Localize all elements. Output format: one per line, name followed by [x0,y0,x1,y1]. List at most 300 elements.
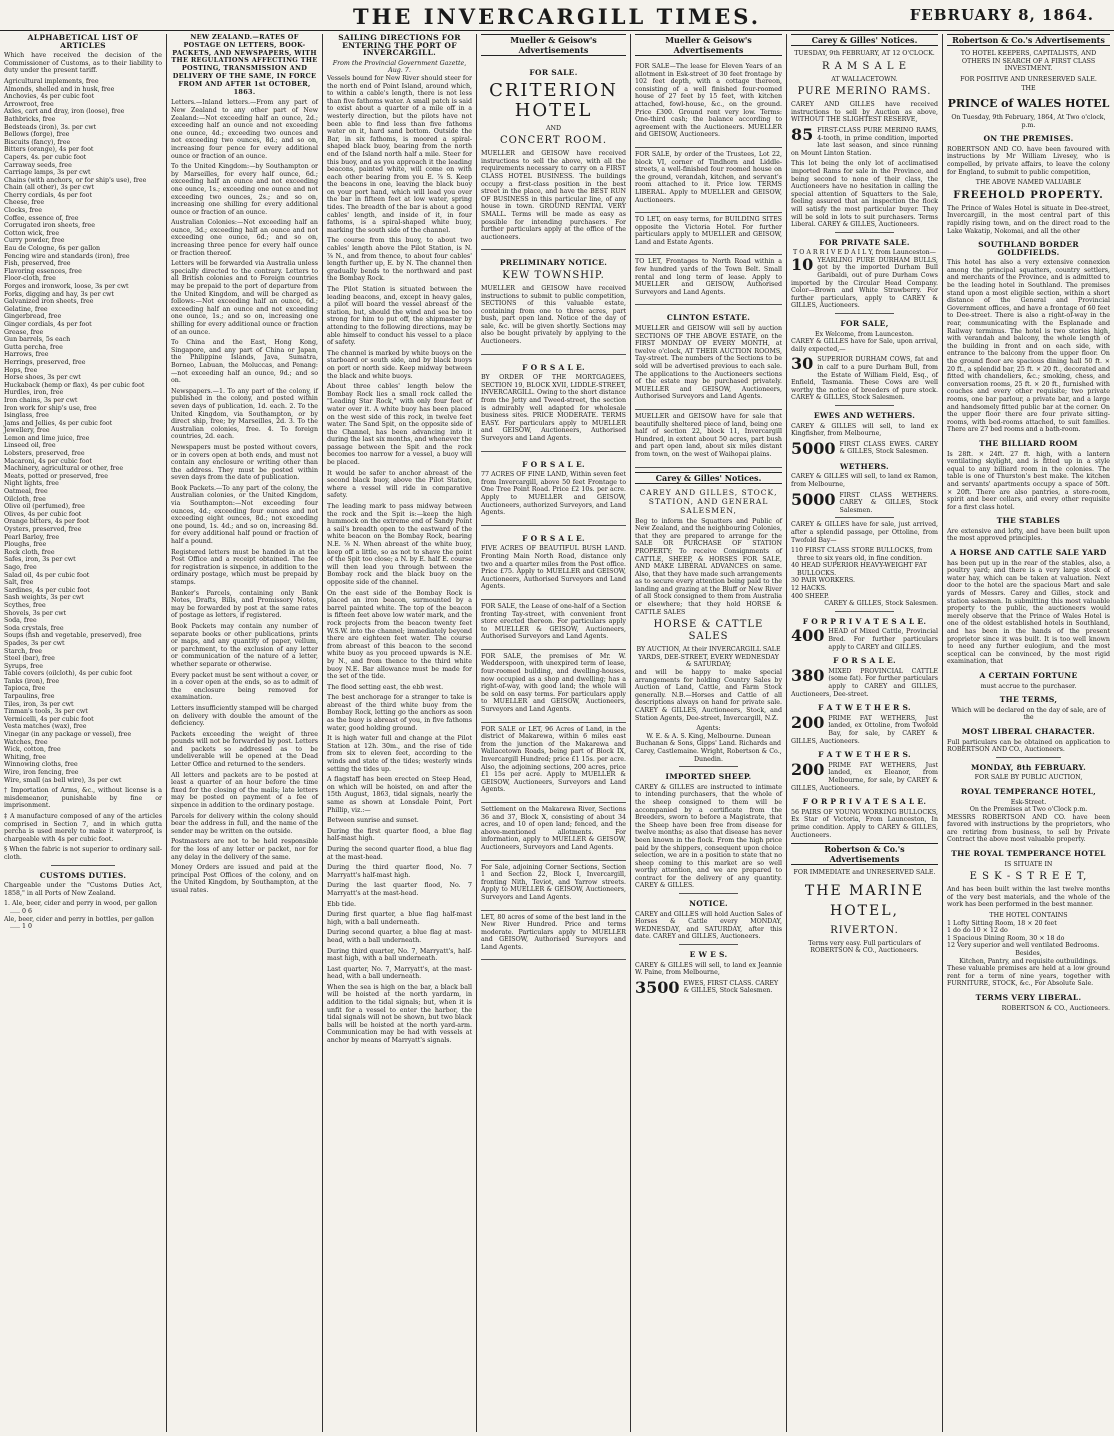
tariff-item: Fish, preserved, free [4,260,71,268]
tariff-item: Anchovies, 4s per cubic foot [4,93,95,101]
prince-of-wales-title: PRINCE of WALES HOTEL [947,96,1110,110]
tariff-item: Forges and ironwork, loose, 3s per cwt [4,283,129,290]
tariff-item: Whiting, free [4,753,46,761]
prince-date: On Tuesday, 9th February, 1864, At Two o'clock, p.m. [951,113,1106,129]
advertisement [635,148,782,213]
ad-label: F O R S A L E. [522,533,585,543]
postage-paragraph: Registered letters must be handed in at the Post Office and a receipt obtained. The fee for registration is sixpence, in addition to the ordinary postage, which must be prepaid by stamps. [171,548,318,586]
cows-text: SUPERIOR DURHAM COWS, fat and in calf to a pure Durham Bull, from the Estate of William Field, Esq., of Enfield, Tasmania. These Cows are well worthy the notice of breeders of pure stock. CAREY & GILLES, Stock Salesmen. [791,356,938,402]
sailing-paragraph: During the last quarter flood, No. 7 Marryatt's at the mast-head. [327,882,472,897]
tariff-item: Lobsters, preserved, free [4,450,85,458]
tariff-item: Tarpaulins, free [4,693,55,701]
customs-row: 1. Ale, beer, cider and perry in wood, per gallon ..... 0 6 [4,900,158,915]
yard-title: A HORSE AND CATTLE SALE YARD [950,548,1107,558]
ad-body: FIVE ACRES OF BEAUTIFUL BUSH LAND. Fronting Main North Road, distance only two and a quarter miles from the Post office. Price £75. Apply to MUELLER and GEISOW, Auctioneers, Authorised Surveyors and Land Agents. [481,545,626,591]
ad-label: FOR SALE. [529,68,578,77]
tariff-note: § When the fabric is not superior to ordinary sail-cloth. [4,846,162,861]
tariff-item: Floor-cloth, free [4,275,56,283]
sailing-paragraph: It is high water full and change at the Pilot Station at 12h. 30m., and the rise of tide from six to eleven feet, according to the winds and state of the tides; westerly winds setting the tides up. [327,735,472,773]
tariff-item: Almonds, shelled and in husk, free [4,85,115,93]
fat1-title: F A T W E T H E R S. [818,703,911,713]
ewes-body: CAREY & GILLES will sell, to land ex Jeannie W. Paine, from Melbourne, [635,961,782,977]
tariff-item: Coffee, essence of, free [4,214,79,222]
marine-place: RIVERTON. [830,924,899,936]
tariff-item: Iron chains, 3s per cwt [4,396,78,404]
sailing-paragraph: The best anchorage for a stranger to take is abreast of the third white buoy from the Bombay Rock, letting go the anchors as soon as the buoy is abreast of you, in five fathoms water, good holding ground. [327,694,472,732]
besides-body: Kitchen, Pantry, and requisite outbuildings. [959,957,1098,965]
notice-body: CAREY and GILLES will hold Auction Sales of Horses & Cattle every MONDAY, WEDNESDAY, and SATURDAY, after this date. CAREY and GILLES, Auctioneers. [635,910,782,941]
advertisement [481,803,626,861]
billiard-body: Is 28ft. × 24ft. 27 ft. high, with a lantern ventilating skylight, and is fitted up in a style equal to any billiard room in the colonies. The table is one of Thurston's best make. The kitchen and servants' apartments occupy a space of 50ft. × 20ft. There are also pantries, a store-room, spirit and beer cellars, and every other requisite for a first class hotel. [947,450,1110,511]
wethers-title: WETHERS. [840,461,889,471]
marine-body: Terms very easy. Full particulars of ROBERTSON & CO., Auctioneers. [808,939,921,955]
stock-item: 110 FIRST CLASS STORE BULLOCKS, from three to six years old, in fine condition. [791,547,933,562]
tariff-item: Spades, 3s per cwt [4,639,65,647]
column-carey [787,34,942,1432]
tariff-item: Eau de Cologne, 6s per gallon [4,245,101,253]
tariff-item: Salt, free [4,579,34,587]
mixed-number: 380 [791,665,825,685]
postage-paragraph: Book Packets may contain any number of separate books or other publications, prints or maps, and any quantity of paper, vellum, or parchment, to the exclusion of any letter or communication of the nature of a letter, whether separate or otherwise. [171,622,318,668]
ad-body: FOR SALE, the Lease of one-half of a Section fronting Tay-street, with convenient front store erected thereon. For particulars apply to MUELLER & GEISOW, Auctioneers, Authorised Surveyors and Land Agents. [481,602,626,641]
sailing-paragraph: The Pilot Station is situated between the leading beacons, and, except in heavy gales, a pilot will board the vessel abreast of the station, but, should the wind and sea be too strong for him to put off, the shipmaster by attending to the following directions, may be able himself to conduct his vessel to a place of safety. [327,286,472,347]
rth2-street: E S K - S T R E E T, [969,871,1088,883]
clinton-body: MUELLER and GEISOW will sell by auction SECTIONS OF THE ABOVE ESTATE, on the FIRST MONDAY OF EVERY MONTH, at twelve o'clock, AT THEIR AUCTION ROOMS, Tay-street. The numbers of the Sections to be sold will be advertised previous to each sale. The applications to the Auctioneers sections of the estate may be purchased privately. MUELLER and GEISOW, Auctioneers, Authorised Surveyors and Land Agents. [635,325,782,401]
column-mueller-1 [477,34,630,1432]
tariff-item: Galvanized iron sheets, free [4,298,94,306]
stables-title: THE STABLES [996,516,1061,526]
tariff-item: Soda, free [4,617,37,625]
terms-end: TERMS VERY LIBERAL. [975,992,1082,1002]
rth2-sub: IS SITUATE IN [1004,860,1053,868]
ad-body: 77 ACRES OF FINE LAND, Within seven feet from Invercargill, above 50 feet Frontage to One Tree Point Road. Price £2 10s. per acre. Apply to MUELLER and GEISOW, Auctioneers, authorized Surveyors, and Land Agents. [481,471,626,517]
auction-line: BY AUCTION, At their INVERCARGILL SALE YARDS, DEE-STREET, EVERY WEDNESDAY & SATURDAY; [636,646,781,669]
tariff-item: Iron work for ship's use, free [4,404,97,412]
tariff-item: Capers, 4s. per cubic foot [4,153,87,161]
tariff-item: Grease, free [4,328,44,336]
tariff-item: Shovels, 3s per cwt [4,609,67,617]
tariff-item: Tiles, iron, 3s per cwt [4,700,74,708]
sailing-paragraph: The course from this buoy, to about two cables' length above the Pilot Station, is N. ⅞ N., and from thence, to about four cables' length further up, E. by N. The channel then gradually bends to the northward and past the Bombay Rock. [327,237,472,283]
tariff-item: Harrows, free [4,351,49,359]
ad-and: AND [545,124,562,132]
tariff-list [4,78,162,784]
ottoline-text: CAREY & GILLES have for sale, just arrived, after a splendid passage, per Ottoline, from Twofold Bay— [791,521,938,544]
tariff-intro: Which have received the decision of the Commissioner of Customs, as to their liability to duty under the present tariff. [4,52,162,75]
ram-body: CAREY AND GILLES have received instructions to sell by Auction as above, WITHOUT THE SLIGHTEST RESERVE, [791,101,938,124]
fat1-text: PRIME FAT WETHERS, Just landed, ex Ottoline, from Twofold Bay, for sale, by CAREY & GILLES, Auctioneers. [791,714,938,745]
sailing-paragraph: Between sunrise and sunset. [327,817,419,825]
tariff-item: Curry powder, free [4,237,65,245]
advertisement [481,861,626,911]
fat2-title: F A T W E T H E R S. [818,750,911,760]
tariff-item: Bathbricks, free [4,115,56,123]
sailing-text [327,75,472,1045]
tariff-item: Bedsteads (iron), 3s. per cwt [4,123,97,131]
customs-heading: CUSTOMS DUTIES. [39,870,127,880]
premises-title: ON THE PREMISES. [983,134,1074,144]
postage-paragraph: All letters and packets are to be posted at least a quarter of an hour before the time fixed for the closing of the mails; late letters may be posted on payment of a fee of sixpence in addition to the ordinary postage. [171,771,318,810]
sailing-paragraph: During first quarter, a blue flag half-mast high, with a ball underneath. [327,911,472,926]
advertisement [481,911,626,961]
ad-title: CRITERION HOTEL [489,79,618,121]
ad-body: MUELLER and GEISOW have received instructions to sell the above, with all the requirements necessary to carry on a FIRST CLASS HOTEL BUSINESS. The buildings occupy a first-class position in the best street in the place, and have the BEST RUN OF BUSINESS in this particular line, of any house in town. GROUND RENTAL VERY SMALL. Terms will be made as easy as possible for intending purchasers. For further particulars apply at the office of the auctioneers. [481,150,626,241]
customs-text: Chargeable under the "Customs Duties Act, 1858," in all Ports of New Zealand. [4,882,162,897]
room-item: 1 do do 10 × 12 do [947,927,1008,935]
ewes-tail: FIRST CLASS EWES. CAREY & GILLES, Stock Salesmen. [839,440,938,456]
tariff-item: Isinglass, free [4,412,49,420]
prince-body-1: ROBERTSON AND CO. have been favoured with instructions by Mr William Livesey, who is compelled, by private affairs, to leave the colony for England, to submit to public competition, [947,145,1110,176]
postage-paragraph: Parcels for delivery within the colony should bear the address in full, and the name of the sender may be written on the outside. [171,812,318,835]
tariff-item: Jams and Jellies, 4s per cubic foot [4,419,113,427]
tariff-item: Ginger cordials, 4s per foot [4,320,92,328]
customs-row: Ale, beer, cider and perry in bottles, per gallon ..... 1 0 [4,915,154,931]
tariff-item: Steel (bar), free [4,655,55,663]
advertisement [481,250,626,354]
tariff-item: Clocks, free [4,207,42,215]
tariff-item: Soda crystals, free [4,624,64,632]
ad-label: F O R S A L E. [522,362,585,372]
auction-body: and will be happy to make special arrangements for holding Country Sales by Auction of Land, Cattle, and Farm Stock generally. N.B.—Horses and Cattle of all descriptions always on hand for private sale. CAREY & GILLES, Auctioneers, Stock, and Station Agents, Dee-street, Invercargill, N.Z. [635,669,782,722]
tariff-item: Linseed oil, free [4,442,56,450]
tariff-item: Carraway seeds, free [4,161,72,169]
wethers-text: CAREY & GILLES will sell, to land ex Ramon, from Melbourne, [791,473,938,488]
tariff-item: Herrings, preserved, free [4,358,86,366]
tariff-item: Vesta matches (wax), free [4,723,87,731]
tariff-item: Winnowing cloths, free [4,761,78,769]
ottoline-tail: CAREY & GILLES, Stock Salesmen. [824,600,938,608]
marine-hotel-title: THE MARINE HOTEL, [804,882,925,919]
advertisement [481,452,626,526]
tariff-item: Corrugated iron sheets, free [4,222,95,230]
tariff-item: Flavoring essences, free [4,267,82,275]
rth-street: Esk-Street. [1010,798,1047,806]
postage-paragraph: Letters insufficiently stamped will be charged on delivery with double the amount of the deficiency. [171,704,318,728]
sale3-title: F O R S A L E. [833,656,896,666]
ram-sale-title: R A M S A L E [821,60,908,72]
bulls-number: 10 [791,254,814,274]
divider [679,944,738,945]
ad-body: BY ORDER OF THE MORTGAGEES, SECTION 19, BLOCK XVII, LIDDLE-STREET, INVERCARGILL. Owing to the short distance from the Jetty and Tweed-street, the section is admirably well adapted for wholesale business sites. PRICE MODERATE. TERMS EASY. For particulars apply to MUELLER and GEISOW, Auctioneers, Authorised Surveyors and Land Agents. [481,374,626,442]
tariff-item: Gelatine, free [4,305,48,313]
sailing-paragraph: On the east side of the Bombay Rock is placed an iron beacon, surmounted by a barrel painted white. The top of the beacon is fifteen feet above low water mark, and the rock projects from the beacon twenty feet W.S.W. into the channel; immediately beyond there are eighteen feet water. The course from abreast of this beacon to the second white buoy as you proceed upwards is N.E. by N., and from thence to the third white buoy N.E. Bar allowance must be made for the set of the tide. [327,589,472,681]
fortune-title: A CERTAIN FORTUNE [979,670,1078,680]
tariff-item: Olive oil (perfumed), free [4,503,85,511]
tariff-item: Biscuits (fancy), free [4,138,71,146]
monday-title: MONDAY, 8th FEBRUARY. [970,762,1087,772]
customs-rows [4,900,162,930]
tariff-item: Horse shoes, 3s per cwt [4,374,81,382]
robertson-heading: Robertson & Co.'s Advertisements [791,843,938,865]
robertson-intro: TO HOTEL KEEPERS, CAPITALISTS, AND OTHERS IN SEARCH OF A FIRST CLASS INVESTMENT. [960,50,1097,73]
tariff-item: Macaroni, 4s per cubic foot [4,457,92,465]
rth-title: ROYAL TEMPERANCE HOTEL, [960,786,1097,796]
ram-tail: This lot being the only lot of acclimatised imported Rams for sale in the Province, and being second to none of their class, the Auctioneers have no hesitation in calling the special attention of Squatters to the Sale, feeling assured that an inspection the flock will satisfy the most particular buyer. They will be sold in lots to suit purchasers. Terms Liberal. CAREY & GILLES, Auctioneers. [791,160,938,229]
sailing-paragraph: During second quarter, a blue flag at mast-head, with a ball underneath. [327,929,472,944]
ewes-title: E W E S. [689,950,728,960]
tariff-item: Oysters, preserved, free [4,526,82,533]
divider [835,405,894,406]
postage-paragraph: Money Orders are issued and paid at the principal Post Offices of the colony, and on the United Kingdom, by Southampton, at the usual rates. [171,864,318,894]
ram-number-text: FIRST-CLASS PURE MERINO RAMS, 4-tooth, in prime condition, imported late last season, and since running on Mount Linton Station. [791,126,938,157]
postage-paragraph: Packets exceeding the weight of three pounds will not be forwarded by post. Letters and packets so addressed as to be undeliverable will be opened at the Dead Letter Office and returned to the senders. [171,730,318,769]
stables-body: Are extensive and lofty, and have been built upon the most approved principles. [947,527,1110,543]
ad-body: FOR SALE, by order of the Trustees, Lot 22, block VI, corner of Tindhorn and Liddle-streets, a well-finished four roomed house on the ground, verandah, kitchen, and servant's room attached to it. Price low. TERMS LIBERAL. Apply to MUELLER and GEISOW, Auctioneers. [635,150,782,204]
carey-notices-heading: Carey & Gilles' Notices. [791,34,938,46]
ad-subtitle: KEW TOWNSHIP. [502,269,605,281]
room-item: 12 Very superior and well ventilated Bedrooms. [947,942,1100,950]
tariff-item: Gun barrels, 5s each [4,336,71,344]
carey-intro: Beg to inform the Squatters and Public of New Zealand, and the neighbouring Colonies, that they are prepared to arrange for the SALE OR PURCHASE OF STATION PROPERTY; To receive Consignments of CATTLE, SHEEP, & HORSES FOR SALE, AND MAKE LIBERAL ADVANCES on same. Also, that they have made such arrangements as to secure every attention being paid to the landing and grazing at the Bluff or New River of all Stock consigned to them from Australia or elsewhere; that they hold HORSE & CATTLE SALES [635,517,782,616]
terms-body: Which will be declared on the day of sale, are of the [951,706,1106,722]
tariff-item: Machinery, agricultural or other, free [4,465,124,473]
tariff-notes [4,787,162,861]
room-item: 1 Lofty Sitting Room, 18 × 20 feet [947,919,1057,927]
tariff-item: Wire, small (as bell wire), 3s per cwt [4,776,122,784]
sailing-paragraph: The channel is marked by white buoys on the starboard or south side, and by black buoys on port or north side. Keep midway between the black and white buoys. [327,349,472,380]
postage-paragraph: Australian Colonies:—Not exceeding half an ounce, 3d.; exceeding half an ounce and not exceeding one ounce, 6d.; and so on, increasing three pence for every half ounce or fraction thereof. [171,219,318,257]
besides-label: Besides, [1015,950,1042,957]
fortune-tail: must accrue to the purchaser. [980,682,1077,690]
ad-body: Settlement on the Makarewa River, Sections 36 and 37, Block X, consisting of about 34 acres, and 10 of open land; fenced, and the above-mentioned allotments. For information, apply to MUELLER & GEISOW, Auctioneers, Surveyors and Land Agents. [481,805,626,851]
tariff-item: Jewellery, free [4,427,50,435]
wethers-number: 5000 [791,489,836,509]
private3-text: 56 PAIRS OF YOUNG WORKING BULLOCKS, Ex Star of Victoria, From Launceston, In prime condition. Apply to CAREY & GILLES, Auctioneers. [791,808,938,839]
advertisement [635,255,782,305]
tariff-item: Sago, free [4,563,37,571]
postage-paragraph: To the United Kingdom:—by Southampton or by Marseilles, for every half ounce, 6d.; exceeding half an ounce and not exceeding one ounce, 1s.; exceeding one ounce and not exceeding two ounces, 2s.; and so on, increasing one shilling for every additional ounce or fraction of an ounce. [171,163,318,216]
arrive-title: T O A R R I V E D A I L Y, from Launceston— [793,249,936,257]
tariff-item: Wick, cotton, free [4,746,61,754]
divider [679,893,738,894]
masthead [0,0,1114,31]
postage-paragraph: To China and the East, Hong Kong, Singapore, and any part of China or Japan, the Philippine Islands, Java, Sumatra, Borneo, Labuan, the Moluccas, and Penang:—not exceeding half an ounce, 9d.; and so on. [171,339,318,385]
wethers-tail: FIRST CLASS WETHERS. CAREY & GILLES, Stock Salesmen. [839,491,938,514]
tariff-item: Wire, iron fencing, free [4,769,79,776]
tariff-item: Chains (with anchors, or for ship's use), free [4,176,147,184]
cattle-number: 400 [791,626,825,646]
marine-label: FOR IMMEDIATE and UNRESERVED SALE. [793,869,936,877]
stock-item: 400 SHEEP. [791,592,829,600]
divider [835,611,894,612]
tariff-item: Tinman's tools, 3s per cwt [4,708,88,716]
ad-label: PRELIMINARY NOTICE. [499,258,608,268]
ram-merino-title: PURE MERINO RAMS. [797,86,932,98]
rth2-body: And has been built within the last twelve months of the very best materials, and the whole of the work has been performed in the best manner. [947,886,1110,909]
forsale-text: CAREY & GILLES have for Sale, upon arrival, daily expected,— [791,338,938,353]
rooms-list [947,920,1110,950]
forsale-sub: Ex Welcome, from Launceston. [815,330,914,338]
robertson-sign: ROBERTSON & CO., Auctioneers. [1001,1004,1110,1012]
robertson-label: FOR POSITIVE AND UNRESERVED SALE. [960,75,1097,83]
agents-label: Agents: [696,725,721,733]
mueller-heading-2: Mueller & Geisow's Advertisements [635,34,782,56]
tariff-item: Rock cloth, free [4,548,55,556]
final-text: These valuable premises are held at a low ground rent for a term of nine years, together with FURNITURE, STOCK, &c., For Absolute Sale. [947,965,1110,988]
fat2-number: 200 [791,759,825,779]
postage-paragraph: Book Packets.—To any part of the colony, the Australian colonies, or the United Kingdom, via Southampton:—Not exceeding four ounces, 4d.; exceeding four ounces and not exceeding eight ounces, 8d.; not exceeding one pound, 1s. 4d.; and so on, increasing 8d. for every additional half pound or fraction of half a pound. [171,484,318,546]
tariff-item: Lemon and lime juice, free [4,434,90,442]
ad-body: FOR SALE, the premises of Mr. W. Wedderspoon, with unexpired term of lease, four-roomed building, and dwelling-houses, now occupied as a shop and dwelling; has a right-of-way, with good land; the whole will be sold on easy terms. For particulars apply to MUELLER and GEISOW, Auctioneers, Surveyors and Land Agents. [481,652,626,714]
clinton-estate-ad [635,305,782,410]
postage-paragraph: Letters.—Inland letters.—From any part of New Zealand to any other part of New Zealand:—Not exceeding half an ounce, 2d.; exceeding half an ounce and not exceeding one ounce, 4d.; exceeding two ounces and not exceeding two ounces, 8d.; and so on, increasing four pence for every additional ounce or fraction of an ounce. [171,99,318,160]
land-ad-body: MUELLER and GEISOW have for sale that beautifully sheltered piece of land, being one half of section 22, block 11, Invercargill Hundred, in extent about 50 acres, part bush and part open land, about six miles distant from town, on the west of Waihopai plains. [635,412,782,458]
goldfields-title: SOUTHLAND BORDER GOLDFIELDS. [978,240,1079,257]
ram-place: AT WALLACETOWN. [831,75,898,83]
tariff-item: Soups (fish and vegetable, preserved), free [4,632,142,640]
tariff-item: Oatmeal, free [4,488,48,496]
ad-label: F O R S A L E. [522,459,585,469]
newspaper-title: THE INVERCARGILL TIMES. [352,4,762,29]
tariff-item: Salad oil, 4s per cubic foot [4,571,90,579]
tariff-item: Agricultural implements, free [4,77,99,85]
horse-cattle-title: HORSE & CATTLE SALES [653,619,764,643]
postage-paragraph: Banker's Parcels, containing only Bank Notes, Drafts, Bills, and Promissory Notes, may be forwarded by post at the same rates of postage as letters, if registered. [171,589,318,620]
clinton-title: CLINTON ESTATE. [666,313,751,323]
forsale-title: FOR SALE, [840,319,889,329]
mueller-ads [481,60,626,960]
tariff-item: Sash weights, 3s per cwt [4,594,84,602]
bulls-text: YEARLING PURE DURHAM BULLS, got by the imported Durham Bull Garibaldi, out of pure Durham Cows imported by the Circular Head Company. Color—Brown and White Strawberry. For further particulars, apply to CAREY & GILLES, Auctioneers. [791,256,938,310]
rth-body: MESSRS ROBERTSON AND CO. have been favored with instructions by the proprietors, who are retiring from business, to sell by Private Contract the above most valuable property. [947,813,1110,844]
ewes-text: CAREY & GILLES will sell, to land ex Kingfisher, from Melbourne, [791,422,938,438]
ad-body: LET, 80 acres of some of the best land in the New River Hundred. Price and terms moderate. Particulars apply to MUELLER and GEISOW, Authorised Surveyors and Land Agents. [481,913,626,951]
tariff-item: Tapioca, free [4,685,46,693]
tariff-item: Oilcloth, free [4,495,46,503]
sailing-paragraph: The flood setting east, the ebb west. [327,683,444,691]
sailing-paragraph: The leading mark to pass midway between the rock and the Spit is:—keep the high hummock on the extreme end of Sandy Point a sail's breadth open to the eastward of the white beacon on the Bombay Rock, bearing N.E. ⅞ N. When abreast of the white buoy, keep off a little, so as not to shave the point of the Spit too close; a N. by E. half E. course will then lead you through between the Bombay rock and the black buoy on the opposite side of the channel. [327,503,473,586]
rth-time: On the Premises at Two o'Clock p.m. [969,806,1088,814]
tariff-item: Orange bitters, 4s per foot [4,518,90,526]
billiard-title: THE BILLIARD ROOM [979,438,1078,448]
advertisement [481,526,626,600]
postage-paragraph: Postmasters are not to be held responsible for the loss of any letter or packet, nor for any delay in the delivery of the same. [171,838,318,861]
tariff-item: Ploughs, free [4,541,47,549]
ram-date: TUESDAY, 9th FEBRUARY, AT 12 O'CLOCK. [794,50,935,57]
tariff-item: Watches, free [4,738,48,746]
stock-item: 12 HACKS. [791,585,827,593]
tariff-note: ‡ A manufacture composed of any of the articles comprised in Section 7, and in which gutta percha is used merely to make it waterproof, is chargeable with 4s per cubic foot. [4,812,162,843]
advertisement [481,600,626,650]
carey-intro-title: CAREY AND GILLES, STOCK, STATION, AND GENERAL SALESMEN, [639,487,778,515]
tariff-item: Cotton wick, free [4,229,60,237]
sailing-paragraph: During the first quarter flood, a blue flag half-mast high. [327,827,472,843]
carey-heading: Carey & Gilles' Notices. [635,472,782,484]
stock-item: 30 PAIR WORKERS. [791,577,855,585]
freehold-title: FREEHOLD PROPERTY. [953,189,1104,201]
ad-body: For Sale, adjoining Corner Sections, Section 1 and Section 22, Block I, Invercargill, fronting Nith, Teviot, and Yarrow streets. Apply to MUELLER & GEISOW, Auctioneers, Surveyors and Land Agents. [481,863,626,901]
cows-number: 30 [791,354,814,374]
sailing-paragraph: When the sea is high on the bar, a black ball will be hoisted at the north yardarm, in addition to the tidal signals; but, when it is unfit for a vessel to enter the harbor, the tidal signals will not be shown, but two black balls will be hoisted at the north yard-arm. Communication may be had with vessels at anchor by means of Marryatt's signals. [327,983,472,1045]
advertisement [481,355,626,452]
sailing-paragraph: A flagstaff has been erected on Steep Head, on which will be hoisted, on and after the 15th August, 1863, tidal signals, nearly the same as shown at Lonsdale Point, Port Phillip, viz.:— [327,776,472,814]
tariff-item: Bellows (forge), free [4,131,70,139]
tariff-item: Arrowroot, free [4,100,54,108]
tariff-item: Vinegar (in any package or vessel), free [4,731,132,739]
postage-heading: NEW ZEALAND.—RATES OF POSTAGE ON LETTERS, BOOK-PACKETS, AND NEWSPAPERS, WITH THE REGULATIONS AFFECTING THE POSTING, TRANSMISSION AND DELIVERY OF THE SAME, IN FORCE FROM AND AFTER 1st OCTOBER, 1863. [171,34,318,96]
private2-title: F O R P R I V A T E S A L E. [802,616,927,626]
mueller-heading: Mueller & Geisow's Advertisements [481,34,626,56]
advertisement [635,213,782,255]
postage-paragraph: Letters will be forwarded via Australia unless specially directed to the contrary. Letters to all British colonies and to Foreign countries may be prepaid to the port of departure from the United Kingdom, and will be charged as follows:—Not exceeding half an ounce, 6d.; exceeding half an ounce and not exceeding one ounce, 1s.; and so on, increasing one shilling for every additional ounce or fraction of an ounce. [171,260,318,336]
advertisement [481,650,626,723]
divider [835,313,894,314]
tariff-item: Gutta percha, free [4,343,63,351]
sailing-paragraph: Vessels bound for New River should steer for the north end of Point Island, around which, to within a cable's length, there is not less than five fathoms water. A small patch is said to exist about a quarter of a mile off in a westerly direction, but the pilots have not been able to find less than five fathoms water on it, hard sand bottom. Outside the Bar, in six fathoms, is moored a spiral-shaped black buoy, bearing from the north end of the Island north half a mile. Steer for this buoy, and as you approach it the leading beacons, painted white, will come on with each other bearing from you E. ⅞ S. Keep the beacons in one, leaving the black buoy on your port hand, which will lead you over the bar in fifteen feet at low water, spring tides. The breadth of the bar is about a good cables' length, and inside of it, in four fathoms, is a spiral-shaped white buoy, marking the south side of the channel. [327,74,472,234]
cattle-text: HEAD of Mixed Cattle, Provincial Bred. For further particulars apply to CAREY and GILLES. [828,628,938,651]
ad-subtitle: CONCERT ROOM. [499,135,608,147]
fat1-number: 200 [791,712,825,732]
sailing-source: From the Provincial Government Gazette, Aug. 7. [332,59,467,75]
land-ad [635,410,782,468]
postage-paragraph: Newspapers must be posted without covers, or in covers open at both ends, and must not contain any enclosure or writing other than the address. They must be posted within seven days from the date of publication. [171,443,318,482]
tariff-item: Cherry cordials, 4s per foot [4,191,93,199]
notice-title: NOTICE. [689,899,728,909]
ad-body: FOR SALE or LET, 96 Acres of Land, in the district of Makarewa, within 6 miles east from the junction of the Makarewa and Wallacetown Roads, being part of Block IX, Invercargill Hundred; price £1 15s. per acre. Also, the adjoining sections, 200 acres, price £1 15s per acre. Apply to MUELLER & GEISOW, Auctioneers, Surveyors and Land Agents. [481,725,626,794]
tariff-item: Meats, potted or preserved, free [4,472,108,480]
tariff-note: † Importation of Arms, &c., without license is a misdemeanor, punishable by fine or imprisonment. [4,787,162,810]
ad-body: FOR SALE—The lease for Eleven Years of an allotment in Esk-street of 30 feet frontage by 102 feet depth, with a cottage thereon, consisting of a well finished four-roomed house of 27 feet by 15 feet, with kitchen attached, fowl-house, &c., on the ground. Price £300. Ground rent very low. Terms: One-third cash; the balance according to agreement with the Auctioneers. MUELLER and GEISOW, Auctioneers. [635,63,782,139]
tariff-item: Table covers (oilcloth), 4s per cubic foot [4,670,133,678]
tariff-item: Pearl Barley, free [4,533,60,541]
prince-body-2: The Prince of Wales Hotel is situate in Dee-street, Invercargill, in the most central part of this rapidly rising town, and on the direct road to the Lake Wakatip, Nokomai, and all the other [947,204,1110,235]
ewes-tail: EWES, FIRST CLASS. CAREY & GILLES, Stock Salesmen. [683,979,779,995]
imported-title: IMPORTED SHEEP. [665,772,752,782]
tariff-item: Night lights, free [4,480,59,488]
divider [835,517,894,518]
tariff-item: Fencing wire and standards (iron), free [4,252,130,260]
sailing-paragraph: During the third quarter flood, No. 7 Marryatt's half-mast high. [327,864,472,879]
ram-number: 85 [791,124,814,144]
stock-item: 40 HEAD SUPERIOR HEAVY-WEIGHT FAT BULLOCKS. [791,562,927,577]
room-item: 1 Spacious Dining Room, 30 × 18 do [947,934,1065,942]
ad-body: TO LET, Frontages to North Road within a few hundred yards of the Town Belt. Small rental and long term of lease. Apply to MUELLER and GEISOW, Authorised Surveyors and Land Agents. [635,258,782,296]
sailing-paragraph: During the second quarter flood, a blue flag at the mast-head. [327,845,472,861]
postage-text [171,99,318,894]
advertisement [481,60,626,250]
tariff-item: Sardines, 4s per cubic foot [4,586,90,594]
tariff-item: Carriage lamps, 3s per cwt [4,169,91,177]
rth2-title: THE ROYAL TEMPERANCE HOTEL [951,849,1106,859]
sailing-paragraph: It would be safer to anchor abreast of the second black buoy, above the Pilot Station, where a vessel will ride in comparative safety. [327,469,472,500]
mueller-ads-2 [635,60,782,305]
issue-date: FEBRUARY 8, 1864. [909,6,1094,24]
agents-list: W. E. & A. S. King, Melbourne. Dunean Buchanan & Sons, Gipps' Land. Richards and Carey, Castlemaine. Wright, Robertson & Co., Dunedin. [635,732,782,763]
private-sale-title: FOR PRIVATE SALE. [819,237,910,247]
column-postage [167,34,322,1432]
postage-paragraph: Newspapers.—1. To any part of the colony, if published in the colony, and posted within seven days of publication, 1d. each. 2. To the United Kingdom, via Southampton, or by direct ship, free; by Marseilles, 2d. 3. To the Australian colonies, free. 4. To foreign countries, 2d. each. [171,387,318,441]
column-tariff [0,34,166,1432]
prince-body-3: This hotel has also a very extensive connexion among the principal squatters, country settlers, and merchants of the Province, and is admitted to be the leading hotel in Southland. The premises stand upon a most eligible section, within a short distance of the General and Provincial Government offices, and have a frontage of 60 feet to Dee-street. There is also a right-of-way in the rear, communicating with the Esplanade and Railway terminus. The hotel is two stories high, with verandah and balcony, the whole length of the building in front and on each side, with entrance to the balcony from the upper floor. On the ground floor are spacious dining hall 50 ft. × 20 ft., a splendid bar, 25 ft. × 20 ft., decorated and fitted with chandeliers, &c.; smoking, chess, and conversation rooms, 25 ft. × 20 ft., furnished with couches and every other requisite; two private rooms, one bar parlour, a private bar, and a large and handsomely fitted public bar at the corner. On the upper floor there are four private sitting-rooms, with bed-rooms attached, to suit families. There are 27 bed rooms and a bath-room. [947,259,1110,434]
tariff-item: Gingerbread, free [4,313,62,321]
tariff-item: Hurdles, iron, free [4,389,64,397]
tariff-item: Vermicelli, 4s per cubic foot [4,715,94,723]
tariff-item: Tanks (iron), free [4,677,60,685]
liberal-title: MOST LIBERAL CHARACTER. [961,726,1096,736]
freehold-intro: THE ABOVE NAMED VALUABLE [975,179,1082,187]
tariff-item: Chain (all other), 3s per cwt [4,184,94,192]
tariff-item: Axles, cart and dray, iron (loose), free [4,108,125,116]
tariff-item: Huckaback (hemp or flax), 4s per cubic foot [4,381,145,389]
ewes-wethers-title: EWES AND WETHERS. [813,410,916,420]
postage-paragraph: Every packet must be sent without a cover, or in a cover open at the ends, so as to admit of the enclosure being removed for examination. [171,671,318,702]
advertisement [481,723,626,803]
tariff-item: Hops, free [4,366,38,374]
tariff-item: Olives, 4s per cubic foot [4,510,82,518]
ad-body: MUELLER and GEISOW have received instructions to submit to public competition, SECTIONS of this valuable estate, containing from one to three acres, part bush, part open land. Notice of the day of sale, &c. will be given shortly. Sections may also be bought privately by applying to the Auctioneers. [481,284,626,346]
ewes-number: 3500 [635,977,680,997]
robertson-heading-main: Robertson & Co.'s Advertisements [947,34,1110,46]
